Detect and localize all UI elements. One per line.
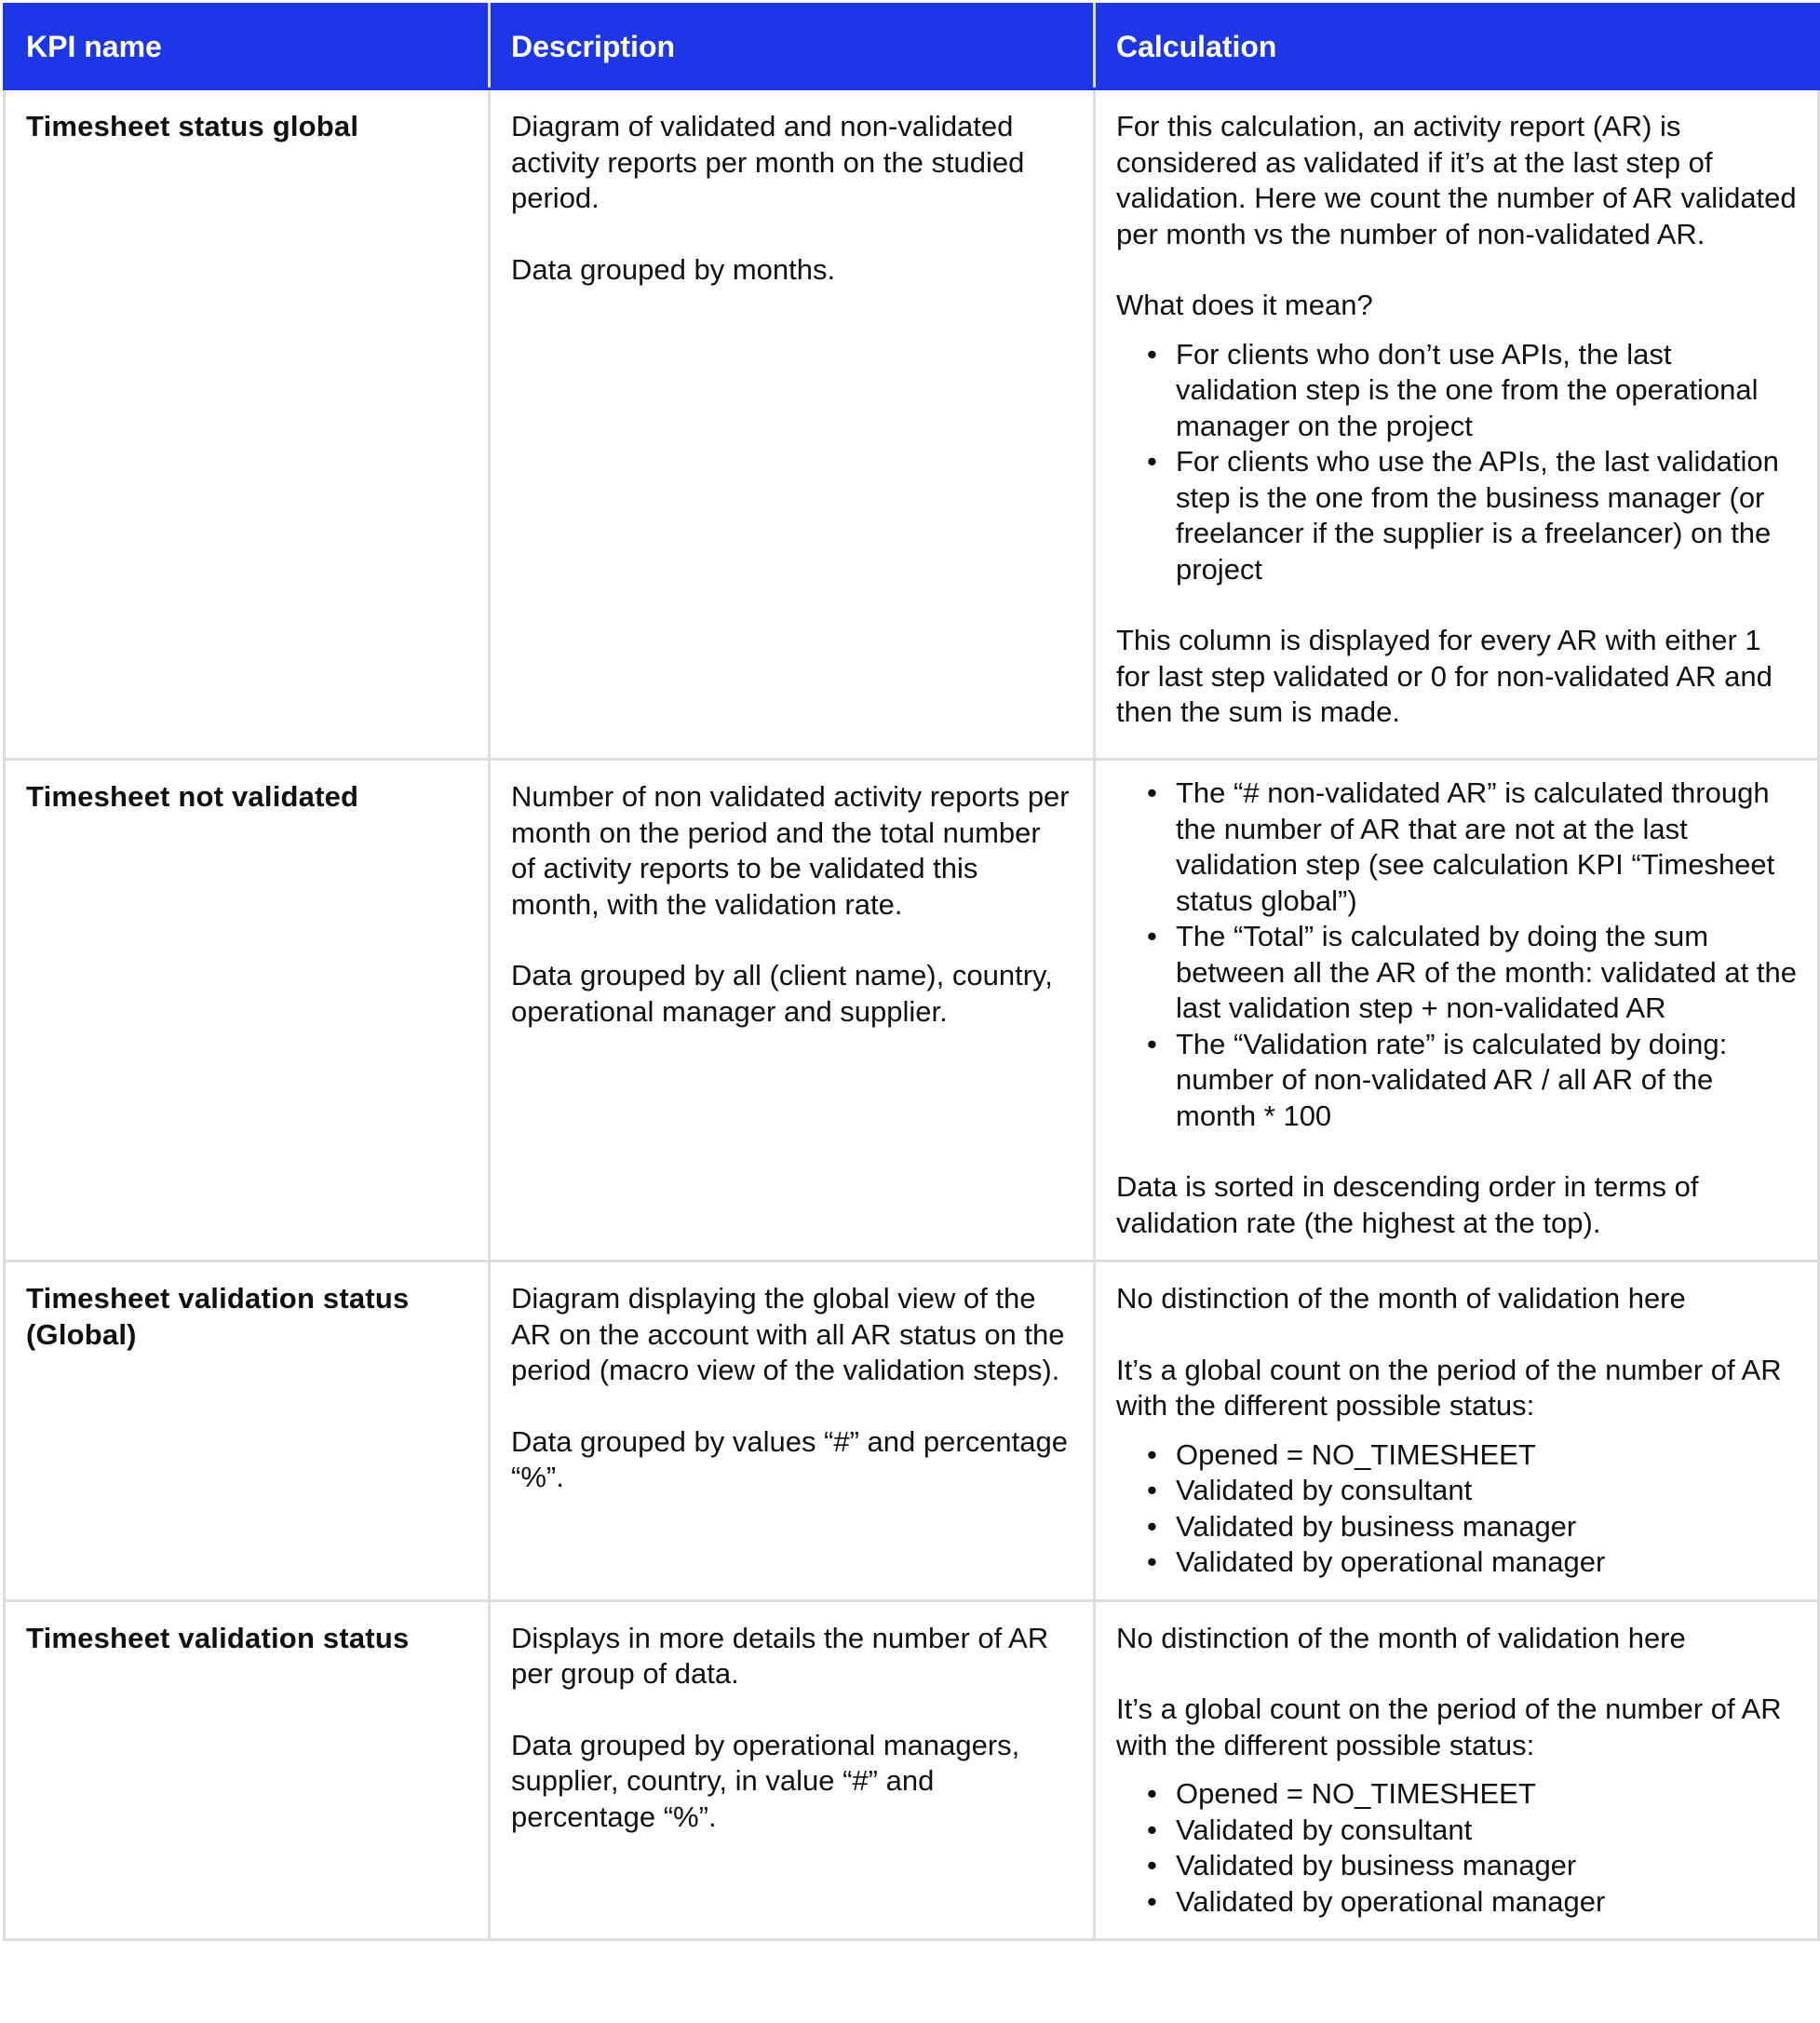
table-row <box>5 1600 1819 1940</box>
calculation-bullet-list <box>1116 1437 1797 1581</box>
header-kpi-name: KPI name <box>5 5 490 89</box>
list-item: • Validated by business manager <box>1176 1509 1797 1545</box>
list-item: • For clients who don’t use APIs, the last validation step is the one from the operational manager on the project <box>1176 337 1797 445</box>
header-calculation: Calculation <box>1095 5 1819 89</box>
table-row <box>5 1261 1819 1601</box>
calculation-question: It’s a global count on the period of the number of AR with the different possible status: <box>1116 1353 1782 1422</box>
calculation-cell <box>1095 89 1819 760</box>
description-text: Displays in more details the number of AR per group of data. <box>511 1621 1049 1690</box>
calculation-intro: No distinction of the month of validation here <box>1116 1621 1686 1654</box>
list-item: • Validated by operational manager <box>1176 1544 1797 1581</box>
kpi-table <box>3 3 1820 1941</box>
kpi-name-cell: Timesheet not validated <box>5 760 490 1261</box>
calculation-bullet-list <box>1116 1776 1797 1920</box>
calculation-intro: No distinction of the month of validation here <box>1116 1282 1686 1315</box>
calculation-question: It’s a global count on the period of the number of AR with the different possible status: <box>1116 1693 1782 1761</box>
list-item: • Validated by business manager <box>1176 1848 1797 1884</box>
kpi-name-cell: Timesheet validation status (Global) <box>5 1261 490 1601</box>
list-item: • Validated by consultant <box>1176 1473 1797 1509</box>
calculation-question: What does it mean? <box>1116 289 1373 321</box>
description-cell <box>490 1261 1095 1601</box>
table-row <box>5 89 1819 760</box>
list-item: • Validated by operational manager <box>1176 1884 1797 1921</box>
table-header-row <box>5 5 1819 89</box>
list-item: • For clients who use the APIs, the last validation step is the one from the business manager (or freelancer if the supplier is a freelancer) on the project <box>1176 444 1797 587</box>
description-text: Diagram displaying the global view of the AR on the account with all AR status on the period (macro view of the validation steps). <box>511 1282 1065 1386</box>
description-cell <box>490 1600 1095 1940</box>
calculation-bullet-list <box>1116 775 1797 1134</box>
calculation-cell <box>1095 1261 1819 1601</box>
list-item: • The “Total” is calculated by doing the sum between all the AR of the month: validated at the last validation step + non-validated AR <box>1176 919 1797 1027</box>
list-item: • Validated by consultant <box>1176 1813 1797 1849</box>
description-text: Number of non validated activity reports per month on the period and the total number of activity reports to be validated this month, with the validation rate. <box>511 780 1070 921</box>
header-description: Description <box>490 5 1095 89</box>
calculation-bullet-list <box>1116 337 1797 588</box>
description-cell <box>490 89 1095 760</box>
description-grouping: Data grouped by all (client name), country, operational manager and supplier. <box>511 959 1053 1028</box>
list-item: • The “# non-validated AR” is calculated through the number of AR that are not at the last validation step (see calculation KPI “Timesheet status global”) <box>1176 775 1797 919</box>
table-row <box>5 760 1819 1261</box>
list-item: • Opened = NO_TIMESHEET <box>1176 1776 1797 1813</box>
description-grouping: Data grouped by months. <box>511 252 836 286</box>
description-text: Diagram of validated and non-validated activity reports per month on the studied period. <box>511 110 1025 214</box>
calculation-cell <box>1095 760 1819 1261</box>
list-item: • Opened = NO_TIMESHEET <box>1176 1437 1797 1474</box>
calculation-outro: This column is displayed for every AR with either 1 for last step validated or 0 for non-validated AR and then the sum is made. <box>1116 624 1773 728</box>
description-grouping: Data grouped by values “#” and percentage “%”. <box>511 1424 1069 1493</box>
description-cell <box>490 760 1095 1261</box>
calculation-outro: Data is sorted in descending order in terms of validation rate (the highest at the top). <box>1116 1170 1699 1239</box>
description-grouping: Data grouped by operational managers, supplier, country, in value “#” and percentage “%”. <box>511 1728 1020 1833</box>
list-item: • The “Validation rate” is calculated by doing: number of non-validated AR / all AR of the month * 100 <box>1176 1027 1797 1135</box>
calculation-cell <box>1095 1600 1819 1940</box>
kpi-name-cell: Timesheet validation status <box>5 1600 490 1940</box>
calculation-intro: For this calculation, an activity report (AR) is considered as validated if it’s at the last step of validation. Here we count the number of AR validated per month vs the number of non-validated AR. <box>1116 110 1797 250</box>
kpi-name-cell: Timesheet status global <box>5 89 490 760</box>
